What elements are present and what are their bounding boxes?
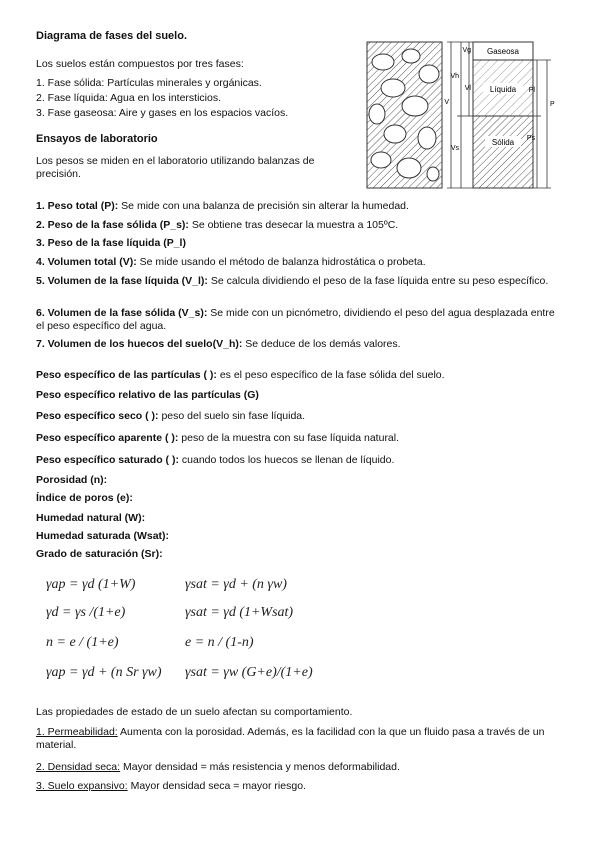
effect-item: 1. Permeabilidad: Aumenta con la porosidad. Además, es la facilidad con la que un fluido pasa a través de un material. [36, 726, 545, 751]
formula: γap = γd (1+W) [46, 577, 136, 592]
pl-label: Pl [528, 87, 535, 94]
formula: e = n / (1-n) [185, 635, 254, 650]
test-item: 1. Peso total (P): Se mide con una balanza de precisión sin alterar la humedad. [36, 200, 409, 212]
ps-label: Ps [526, 135, 535, 142]
lab-heading: Ensayos de laboratorio [36, 133, 158, 145]
vl-label: Vl [464, 85, 471, 92]
property-item: Peso específico saturado ( ): cuando todos los huecos se llenan de líquido. [36, 454, 395, 466]
p-label: P [550, 101, 555, 108]
test-item: 5. Volumen de la fase líquida (V_l): Se calcula dividiendo el peso de la fase líquida entre su peso específico. [36, 275, 549, 287]
effect-item: 2. Densidad seca: Mayor densidad = más resistencia y menos deformabilidad. [36, 761, 400, 773]
solid-label: Sólida [491, 138, 515, 147]
soil-sample [367, 42, 442, 188]
test-item: 3. Peso de la fase líquida (P_l) [36, 237, 186, 249]
property-item: Índice de poros (e): [36, 492, 133, 504]
formula: γd = γs /(1+e) [46, 605, 126, 620]
property-item: Porosidad (n): [36, 474, 108, 486]
effect-item: 3. Suelo expansivo: Mayor densidad seca = mayor riesgo. [36, 780, 306, 792]
property-item: Humedad saturada (Wsat): [36, 530, 170, 542]
formula: γsat = γw (G+e)/(1+e) [185, 665, 313, 680]
vs-label: Vs [450, 145, 459, 152]
test-item: 6. Volumen de la fase sólida (V_s): Se mide con un picnómetro, dividiendo el peso del agua desplazada entre el peso específico del agua. [36, 307, 555, 332]
phase-item: 1. Fase sólida: Partículas minerales y orgánicas. [36, 77, 262, 89]
property-item: Grado de saturación (Sr): [36, 548, 163, 560]
phase-item: 2. Fase líquida: Agua en los intersticios. [36, 92, 222, 104]
formula: n = e / (1+e) [46, 635, 119, 650]
lab-intro: Los pesos se miden en el laboratorio utilizando balanzas de precisión. [36, 155, 315, 180]
v-label: V [444, 99, 449, 106]
state-intro: Las propiedades de estado de un suelo afectan su comportamiento. [36, 706, 353, 718]
property-item: Humedad natural (W): [36, 512, 146, 524]
page-title: Diagrama de fases del suelo. [36, 30, 188, 42]
vh-label: Vh [450, 73, 459, 80]
intro-text: Los suelos están compuestos por tres fases: [36, 58, 244, 70]
formula: γsat = γd (1+Wsat) [185, 605, 294, 620]
phase-item: 3. Fase gaseosa: Aire y gases en los espacios vacíos. [36, 107, 289, 119]
test-item: 2. Peso de la fase sólida (P_s): Se obtiene tras desecar la muestra a 105ºC. [36, 219, 399, 231]
property-item: Peso específico aparente ( ): peso de la muestra con su fase líquida natural. [36, 432, 400, 444]
property-item: Peso específico seco ( ): peso del suelo sin fase líquida. [36, 410, 306, 422]
test-item: 7. Volumen de los huecos del suelo(V_h): Se deduce de los demás valores. [36, 338, 401, 350]
phase-diagram [365, 40, 555, 192]
test-item: 4. Volumen total (V): Se mide usando el método de balanza hidrostática o probeta. [36, 256, 426, 268]
property-item: Peso específico de las partículas ( ): es el peso específico de la fase sólida del suelo. [36, 369, 445, 381]
formula: γap = γd + (n Sr γw) [46, 665, 162, 680]
property-item: Peso específico relativo de las partículas (G) [36, 389, 259, 401]
formula: γsat = γd + (n γw) [185, 577, 287, 592]
gas-label: Gaseosa [486, 47, 520, 56]
liquid-label: Líquida [489, 85, 517, 94]
vg-label: Vg [462, 47, 471, 54]
